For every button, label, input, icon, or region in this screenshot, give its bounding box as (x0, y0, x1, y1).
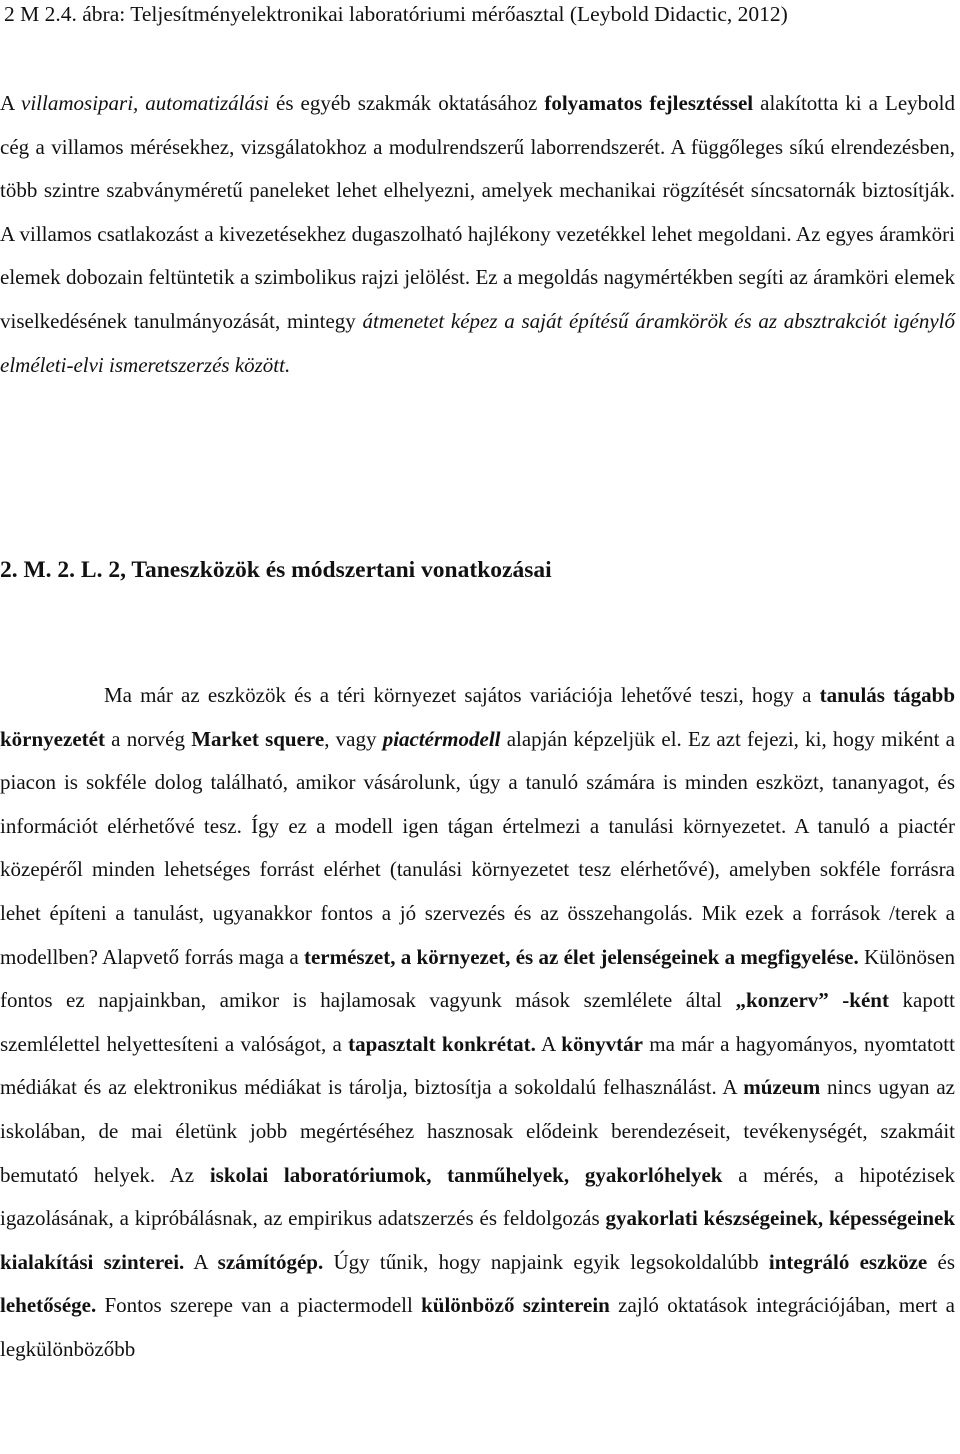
text-run: Fontos szerepe van a piactermodell (96, 1293, 422, 1318)
section-heading: 2. M. 2. L. 2, Taneszközök és módszertani vonatkozásai (0, 557, 552, 583)
italic-run: átmenetet képez a saját építésű áramkörök és az absztrakciót igénylő elméleti-elvi ismeretszerzés között. (0, 308, 955, 377)
bold-italic-run (383, 727, 501, 751)
bold-run: folyamatos fejlesztéssel (544, 91, 754, 115)
bold-run: különböző szinterein (421, 1293, 610, 1318)
text-run: a norvég (104, 726, 192, 751)
bold-run: könyvtár (561, 1031, 643, 1056)
text-run: A (535, 1031, 562, 1056)
text-run: , vagy (324, 726, 383, 751)
paragraph-leybold-lab (0, 82, 955, 387)
figure-caption: 2 M 2.4. ábra: Teljesítményelektronikai laboratóriumi mérőasztal (Leybold Didactic, 2012) (4, 2, 788, 26)
bold-run: integráló eszköze (768, 1249, 928, 1274)
text-run: Különösen fontos ez napjainkban, amikor is hajlamosak vagyunk mások szemlélete által (0, 944, 956, 1013)
text-run: Ma már az eszközök és a téri környezet sajátos variációja lehetővé teszi, hogy a (104, 683, 820, 707)
text-run: és (927, 1249, 955, 1274)
text-run: ma már a hagyományos, nyomtatott médiákat és az elektronikus médiákat is tárolja, biztosítja a sokoldalú felhasználást. A (0, 1031, 955, 1100)
bold-run: múzeum (743, 1075, 821, 1100)
text-run: zajló oktatások integrációjában, mert a legkülönbözőbb (0, 1293, 955, 1361)
text-run: Úgy tűnik, hogy napjaink egyik legsokoldalúbb (323, 1249, 769, 1274)
bold-run: iskolai laboratóriumok, tanműhelyek, gyakorlóhelyek (209, 1162, 723, 1187)
italic-run: piactérmodell (382, 726, 501, 751)
text-run: a mérés, a hipotézisek igazolásának, a kipróbálásnak, az empirikus adatszerzés és feldolgozás (0, 1162, 956, 1231)
paragraph-market-model (0, 674, 955, 1372)
text-run: A (0, 91, 22, 115)
text-run: nincs ugyan az iskolában, de mai életünk jobb megértéséhez hasznosak elődeink berendezéseit, tevékenységét, szakmáit bemutató helyek. Az (0, 1075, 955, 1187)
bold-run: tanulás tágabb környezetét (0, 683, 955, 751)
text-run: kapott szemlélettel helyettesíteni a valóságot, a (0, 988, 955, 1056)
bold-run: gyakorlati készségeinek, képességeinek kialakítási szinterei. (0, 1206, 955, 1274)
bold-run: „konzerv” -ként (735, 988, 889, 1013)
text-run: A (184, 1249, 218, 1274)
bold-run: lehetősége. (0, 1293, 97, 1318)
italic-run: villamosipari, automatizálási (21, 91, 269, 115)
bold-run: Market squere (191, 726, 325, 751)
bold-run: számítógép. (217, 1249, 324, 1274)
bold-run: tapasztalt konkrétat. (348, 1031, 536, 1056)
text-run: és egyéb szakmák oktatásához (269, 91, 545, 115)
text-run: alapján képzeljük el. Ez azt fejezi, ki, hogy miként a piacon is sokféle dolog található, amikor vásárolunk, úgy a tanuló számára is minden eszközt, tananyagot, és információt elérhetővé tesz. Így ez a modell igen tágan értelmezi a tanulási környezetet. A tanuló a piactér közepéről minden lehetséges forrást elérhet (tanulási környezetet tesz elérhetővé), amelyben sokféle forrásra lehet építeni a tanulást, ugyanakkor fontos a jó szervezés és az összehangolás. Mik ezek a források /terek a modellben? Alapvető forrás maga a (0, 726, 955, 969)
text-run: alakította ki a Leybold cég a villamos mérésekhez, vizsgálatokhoz a modulrendszerű laborrendszerét. A függőleges síkú elrendezésben, több szintre szabványméretű paneleket lehet elhelyezni, amelyek mechanikai rögzítését síncsatornák biztosítják. A villamos csatlakozást a kivezetésekhez dugaszolható hajlékony vezetékkel lehet megoldani. Az egyes áramköri elemek dobozain feltüntetik a szimbolikus rajzi jelölést. Ez a megoldás nagymértékben segíti az áramköri elemek viselkedésének tanulmányozását, mintegy (0, 91, 955, 333)
bold-run: természet, a környezet, és az élet jelenségeinek a megfigyelése. (303, 944, 859, 969)
